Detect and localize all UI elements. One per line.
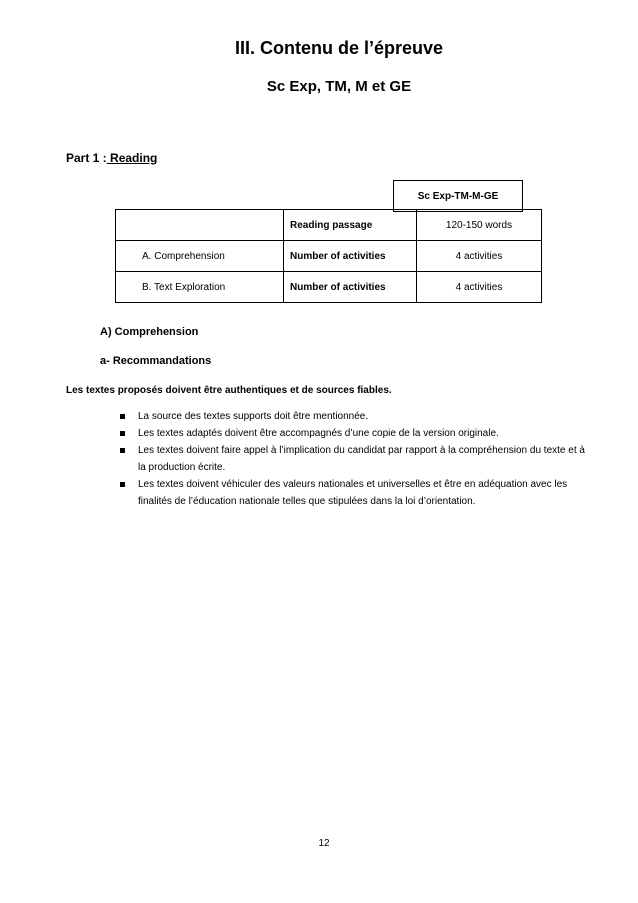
part-name: Reading <box>106 151 158 165</box>
page-title: III. Contenu de l’épreuve <box>234 38 444 58</box>
table-row <box>116 210 542 241</box>
section-comprehension-heading: A) Comprehension <box>100 326 199 338</box>
streams-header-cell: Sc Exp-TM-M-GE <box>394 181 523 212</box>
list-item <box>118 442 588 476</box>
row-value: 4 activities <box>417 241 542 272</box>
list-item-text: Les textes doivent véhiculer des valeurs nationales et universelles et être en adéquation avec les finalités de l’éducation nationale telles que stipulées dans la loi d’orientation. <box>138 479 568 507</box>
table-row <box>116 272 542 303</box>
row-value: 4 activities <box>417 272 542 303</box>
list-item-text: Les textes adaptés doivent être accompagnés d’une copie de la version originale. <box>138 428 499 439</box>
part-prefix: Part 1 : <box>66 151 107 165</box>
list-item <box>118 408 588 425</box>
section-recommandations-heading: a- Recommandations <box>100 355 212 367</box>
list-item <box>118 425 588 442</box>
page-number: 12 <box>318 838 330 849</box>
row-label: A. Comprehension <box>116 241 284 272</box>
row-label: B. Text Exploration <box>116 272 284 303</box>
list-item <box>118 476 588 510</box>
row-type: Reading passage <box>284 210 417 241</box>
page-subtitle: Sc Exp, TM, M et GE <box>266 78 412 95</box>
recommendations-list <box>118 408 588 510</box>
table-row <box>116 241 542 272</box>
square-bullet-icon <box>120 482 125 487</box>
list-item-text: La source des textes supports doit être mentionnée. <box>138 411 369 422</box>
list-item-text: Les textes doivent faire appel à l’implication du candidat par rapport à la compréhension du texte et à la production écrite. <box>138 445 585 473</box>
intro-statement: Les textes proposés doivent être authentiques et de sources fiables. <box>66 385 392 396</box>
square-bullet-icon <box>120 448 125 453</box>
square-bullet-icon <box>120 414 125 419</box>
part-heading <box>66 151 157 165</box>
row-type: Number of activities <box>284 272 417 303</box>
streams-header-table <box>393 180 523 212</box>
row-label <box>116 210 284 241</box>
reading-structure-table <box>115 209 542 303</box>
row-value: 120-150 words <box>417 210 542 241</box>
square-bullet-icon <box>120 431 125 436</box>
row-type: Number of activities <box>284 241 417 272</box>
